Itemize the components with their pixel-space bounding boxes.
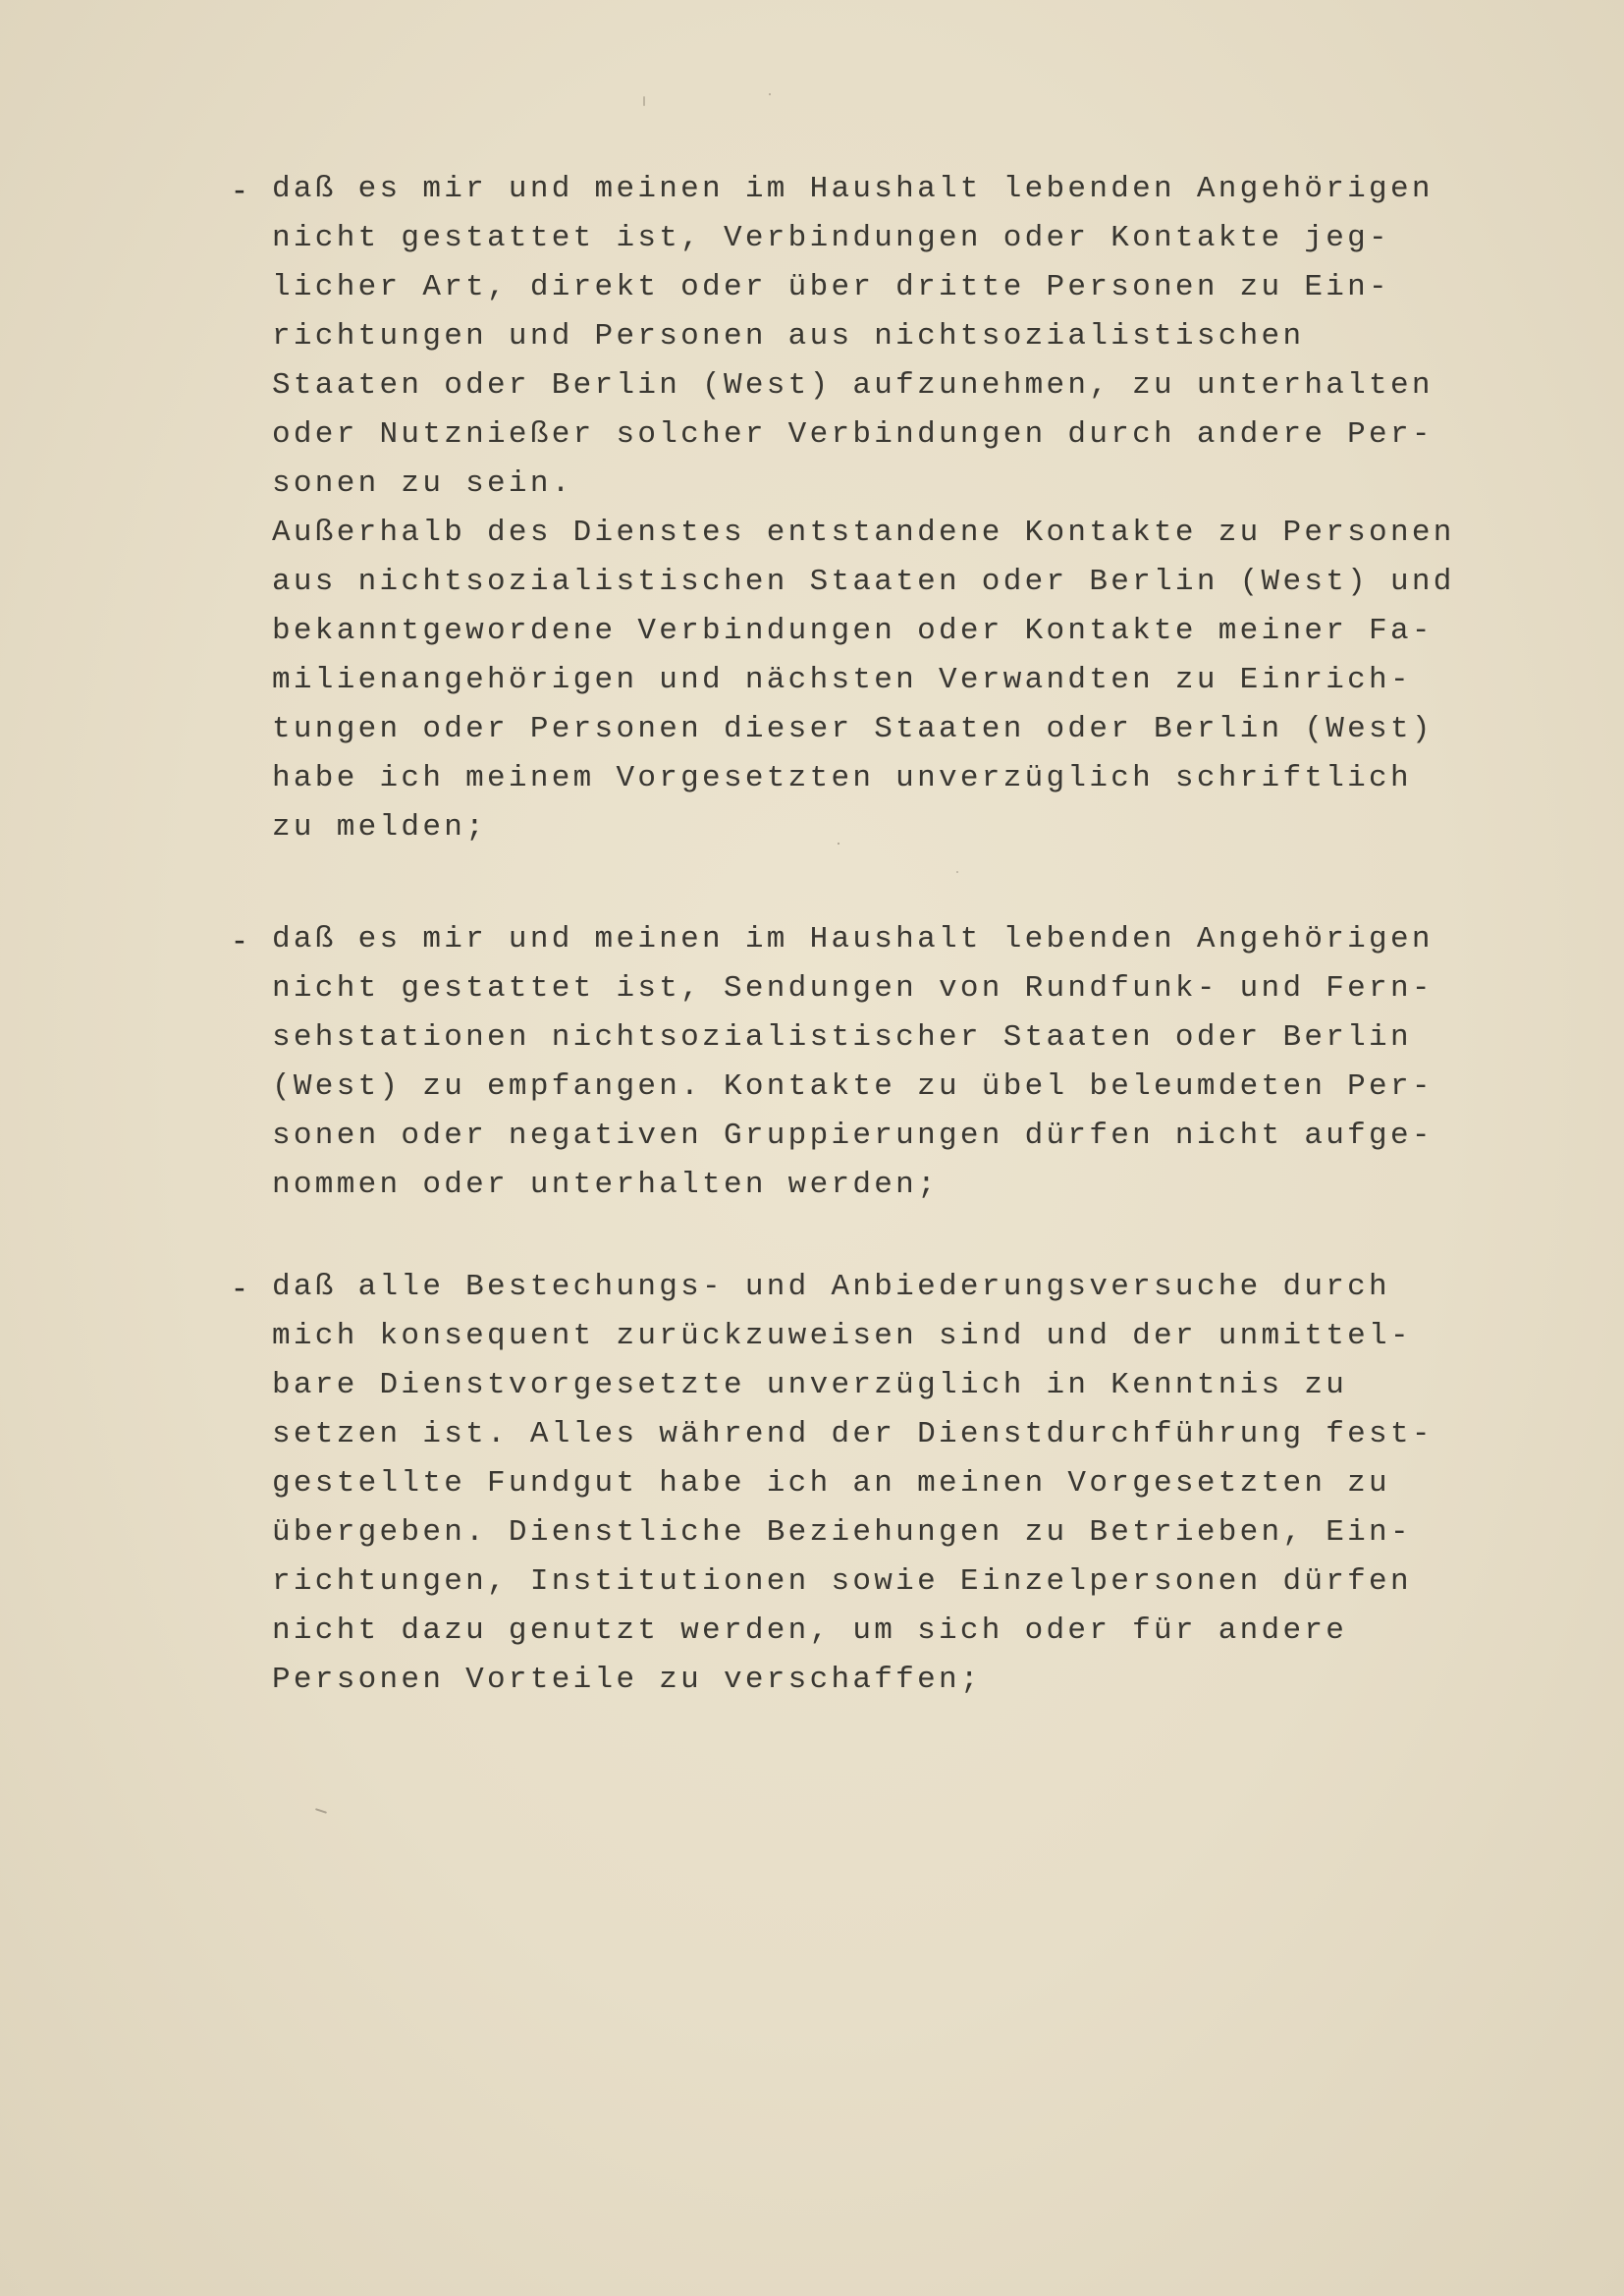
text-line: Außerhalb des Dienstes entstandene Kontakte zu Personen (272, 516, 1455, 550)
text-line: (West) zu empfangen. Kontakte zu übel beleumdeten Per- (272, 1069, 1434, 1104)
paper-speck (838, 843, 839, 845)
text-line: daß es mir und meinen im Haushalt lebenden Angehörigen (272, 922, 1434, 957)
text-line: richtungen, Institutionen sowie Einzelpersonen dürfen (272, 1564, 1412, 1599)
text-line: gestellte Fundgut habe ich an meinen Vorgesetzten zu (272, 1466, 1390, 1501)
text-line: sonen oder negativen Gruppierungen dürfen nicht aufge- (272, 1119, 1434, 1153)
text-line: tungen oder Personen dieser Staaten oder Berlin (West) (272, 712, 1434, 746)
bullet-dash: - (230, 170, 249, 208)
paper-speck (643, 96, 645, 106)
text-line: nicht gestattet ist, Verbindungen oder Kontakte jeg- (272, 221, 1390, 255)
text-line: daß alle Bestechungs- und Anbiederungsversuche durch (272, 1270, 1390, 1304)
bullet-dash: - (230, 920, 249, 958)
text-line: mich konsequent zurückzuweisen sind und der unmittel- (272, 1319, 1412, 1353)
text-line: oder Nutznießer solcher Verbindungen durch andere Per- (272, 417, 1434, 452)
text-line: aus nichtsozialistischen Staaten oder Berlin (West) und (272, 565, 1455, 599)
text-line: nicht gestattet ist, Sendungen von Rundfunk- und Fern- (272, 971, 1434, 1006)
text-line: sehstationen nichtsozialistischer Staaten oder Berlin (272, 1020, 1412, 1055)
paper-speck (315, 1808, 327, 1814)
text-line: bekanntgewordene Verbindungen oder Kontakte meiner Fa- (272, 614, 1434, 648)
text-line: setzen ist. Alles während der Dienstdurchführung fest- (272, 1417, 1434, 1451)
text-line: licher Art, direkt oder über dritte Personen zu Ein- (272, 270, 1390, 304)
text-line: daß es mir und meinen im Haushalt lebenden Angehörigen (272, 172, 1434, 206)
text-line: zu melden; (272, 810, 488, 845)
text-line: übergeben. Dienstliche Beziehungen zu Betrieben, Ein- (272, 1515, 1412, 1550)
text-line: milienangehörigen und nächsten Verwandten zu Einrich- (272, 663, 1412, 697)
text-line: bare Dienstvorgesetzte unverzüglich in Kenntnis zu (272, 1368, 1348, 1402)
text-line: habe ich meinem Vorgesetzten unverzüglich schriftlich (272, 761, 1412, 795)
paper-speck (769, 93, 771, 95)
text-line: Staaten oder Berlin (West) aufzunehmen, zu unterhalten (272, 368, 1434, 403)
text-line: richtungen und Personen aus nichtsozialistischen (272, 319, 1305, 354)
text-line: Personen Vorteile zu verschaffen; (272, 1663, 982, 1697)
paper-speck (956, 871, 958, 873)
text-line: sonen zu sein. (272, 466, 573, 501)
bullet-dash: - (230, 1268, 249, 1306)
text-line: nicht dazu genutzt werden, um sich oder für andere (272, 1613, 1348, 1648)
text-line: nommen oder unterhalten werden; (272, 1168, 939, 1202)
